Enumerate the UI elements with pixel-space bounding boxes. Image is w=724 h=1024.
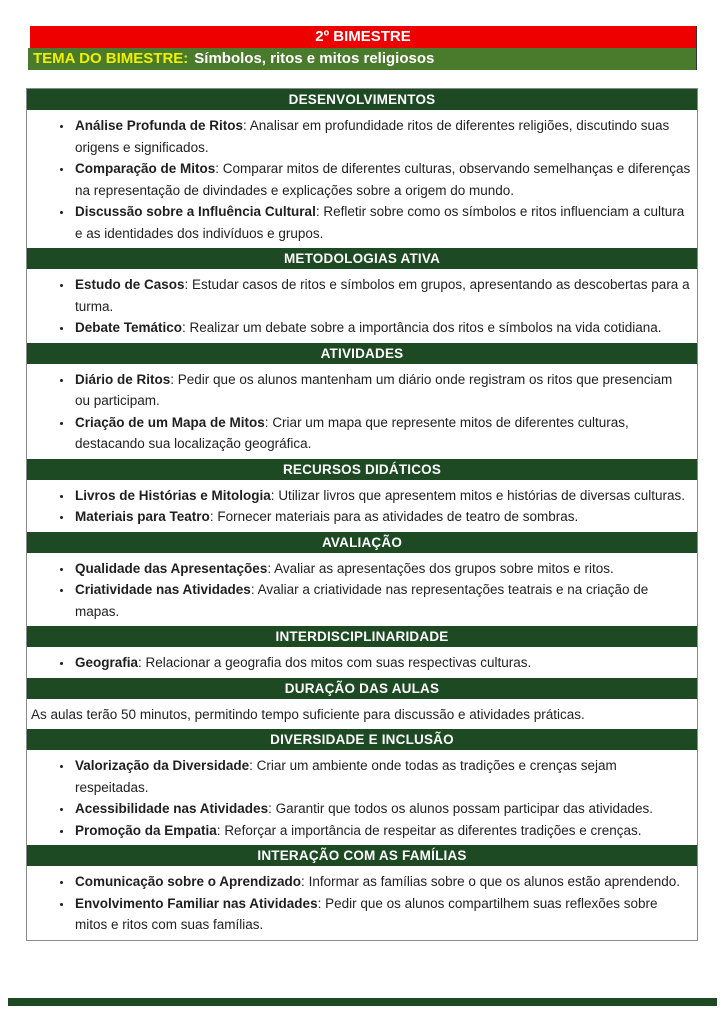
list-item: [73, 201, 691, 244]
item-term: Qualidade das Apresentações: [75, 560, 268, 576]
item-separator: :: [267, 560, 275, 576]
list-item: [73, 115, 691, 158]
section-header: ATIVIDADES: [27, 343, 697, 364]
section-header: DURAÇÃO DAS AULAS: [27, 678, 697, 699]
item-term: Diário de Ritos: [75, 371, 171, 387]
item-desc: Garantir que todos os alunos possam participar das atividades.: [275, 801, 654, 816]
item-separator: :: [250, 582, 258, 597]
list-item: [73, 558, 691, 580]
item-separator: :: [301, 874, 309, 889]
item-term: Debate Temático: [75, 320, 183, 335]
item-term: Envolvimento Familiar nas Atividades: [75, 895, 318, 911]
item-term: Estudo de Casos: [75, 277, 185, 292]
item-desc: Criar um mapa que represente mitos de diferentes culturas, destacando sua localização geográfica.: [75, 414, 629, 451]
section-body: [27, 269, 697, 343]
item-separator: :: [317, 895, 326, 911]
item-desc: Analisar em profundidade ritos de diferentes religiões, discutindo suas origens e significados.: [75, 118, 670, 155]
item-separator: :: [170, 371, 178, 387]
item-separator: :: [315, 204, 324, 219]
item-desc: Reforçar a importância de respeitar as diferentes tradições e crenças.: [224, 822, 642, 838]
footer-rule: [8, 998, 717, 1006]
item-separator: :: [216, 822, 225, 838]
item-term: Comparação de Mitos: [75, 161, 216, 176]
item-separator: :: [270, 487, 279, 503]
item-separator: :: [184, 277, 193, 292]
content-box: [26, 88, 698, 941]
item-desc: Criar um ambiente onde todas as tradições e crenças sejam respeitadas.: [75, 758, 617, 795]
item-desc: Estudar casos de ritos e símbolos em grupos, apresentando as descobertas para a turma.: [75, 277, 690, 314]
item-term: Materiais para Teatro: [75, 509, 210, 524]
item-desc: Refletir sobre como os símbolos e ritos influenciam a cultura e as identidades dos indivíduos e grupos.: [75, 204, 685, 241]
section-body: [27, 364, 697, 459]
item-separator: :: [243, 118, 250, 133]
item-term: Criatividade nas Atividades: [75, 582, 251, 597]
section-body: [27, 553, 697, 627]
list-item: [73, 798, 691, 820]
section-header: INTERAÇÃO COM AS FAMÍLIAS: [27, 845, 697, 866]
list-item: [73, 579, 691, 622]
section-body: [27, 647, 697, 678]
item-term: Acessibilidade nas Atividades: [75, 801, 269, 816]
item-desc: Pedir que os alunos mantenham um diário onde registram os ritos que presenciam ou participam.: [75, 371, 673, 408]
list-item: [73, 820, 691, 842]
bullet-list: [27, 755, 691, 841]
item-separator: :: [182, 320, 190, 335]
list-item: [73, 274, 691, 317]
item-desc: Avaliar a criatividade nas representações teatrais e na criação de mapas.: [75, 582, 649, 619]
list-item: [73, 158, 691, 201]
item-separator: :: [209, 509, 218, 524]
item-term: Criação de um Mapa de Mitos: [75, 414, 265, 430]
bimester-title-bar: 2º BIMESTRE: [30, 26, 697, 48]
list-item: [73, 412, 691, 455]
section-body: [27, 480, 697, 532]
item-desc: Relacionar a geografia dos mitos com suas respectivas culturas.: [145, 655, 532, 670]
bullet-list: [27, 115, 691, 244]
item-desc: Realizar um debate sobre a importância dos ritos e símbolos na vida cotidiana.: [189, 320, 662, 335]
item-separator: :: [138, 655, 146, 670]
theme-value: Símbolos, ritos e mitos religiosos: [194, 50, 435, 67]
item-term: Análise Profunda de Ritos: [75, 118, 244, 133]
section-header: RECURSOS DIDÁTICOS: [27, 459, 697, 480]
item-desc: Pedir que os alunos compartilhem suas reflexões sobre mitos e ritos com suas famílias.: [75, 895, 658, 932]
list-item: [73, 893, 691, 936]
list-item: [73, 871, 691, 893]
item-term: Promoção da Empatia: [75, 822, 217, 838]
item-term: Comunicação sobre o Aprendizado: [75, 874, 302, 889]
bullet-list: [27, 369, 691, 455]
section-header: INTERDISCIPLINARIDADE: [27, 626, 697, 647]
item-desc: Informar as famílias sobre o que os alunos estão aprendendo.: [308, 874, 681, 889]
item-term: Geografia: [75, 655, 139, 670]
item-term: Discussão sobre a Influência Cultural: [75, 204, 316, 219]
section-paragraph: As aulas terão 50 minutos, permitindo tempo suficiente para discussão e atividades práticas.: [31, 706, 585, 722]
section-body: [27, 750, 697, 845]
item-separator: :: [268, 801, 276, 816]
bullet-list: [27, 871, 691, 936]
bullet-list: [27, 274, 691, 339]
list-item: [73, 506, 691, 528]
section-header: AVALIAÇÃO: [27, 532, 697, 553]
item-separator: :: [264, 414, 273, 430]
list-item: [73, 369, 691, 412]
list-item: [73, 652, 691, 674]
bullet-list: [27, 485, 691, 528]
item-desc: Fornecer materiais para as atividades de teatro de sombras.: [217, 509, 579, 524]
theme-bar: [28, 48, 697, 70]
section-header: DIVERSIDADE E INCLUSÃO: [27, 729, 697, 750]
list-item: [73, 317, 691, 339]
item-term: Livros de Histórias e Mitologia: [75, 487, 271, 503]
bullet-list: [27, 652, 691, 674]
list-item: [73, 755, 691, 798]
item-desc: Avaliar as apresentações dos grupos sobre mitos e ritos.: [274, 560, 614, 576]
list-item: [73, 485, 691, 507]
item-term: Valorização da Diversidade: [75, 758, 250, 773]
section-header: METODOLOGIAS ATIVA: [27, 248, 697, 269]
section-body: [27, 110, 697, 248]
item-desc: Utilizar livros que apresentem mitos e histórias de diversas culturas.: [278, 487, 685, 503]
section-header: DESENVOLVIMENTOS: [27, 89, 697, 110]
bullet-list: [27, 558, 691, 623]
item-desc: Comparar mitos de diferentes culturas, observando semelhanças e diferenças na representação de divindades e explicações sobre a origem do mundo.: [75, 161, 691, 198]
item-separator: :: [249, 758, 257, 773]
section-body: [27, 866, 697, 940]
theme-label: TEMA DO BIMESTRE:: [33, 50, 189, 67]
item-separator: :: [215, 161, 223, 176]
